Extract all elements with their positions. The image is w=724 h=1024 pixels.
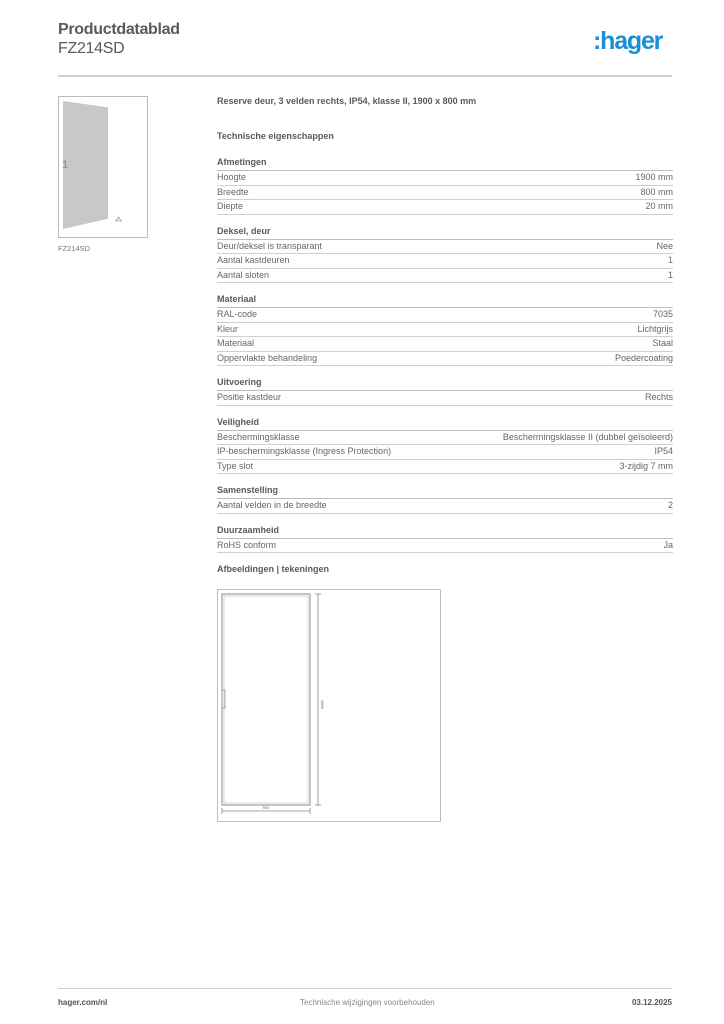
spec-section bbox=[217, 525, 673, 554]
document-title: Productdatablad bbox=[58, 21, 180, 38]
header-divider bbox=[58, 75, 672, 77]
spec-value: Staal bbox=[652, 338, 673, 348]
spec-value: Ja bbox=[663, 539, 673, 550]
spec-section bbox=[217, 377, 673, 406]
spec-label: Aantal velden in de breedte bbox=[217, 500, 327, 510]
section-title: Uitvoering bbox=[217, 377, 673, 391]
spec-label: Deur/deksel is transparant bbox=[217, 240, 323, 251]
tech-properties-heading: Technische eigenschappen bbox=[217, 131, 334, 141]
spec-value: 7035 bbox=[652, 309, 673, 319]
spec-value: Rechts bbox=[644, 392, 673, 402]
spec-value: 1 bbox=[667, 269, 673, 280]
spec-section bbox=[217, 157, 673, 215]
spec-value: Beschermingsklasse II (dubbel geïsoleerd) bbox=[502, 431, 673, 442]
section-title: Materiaal bbox=[217, 294, 673, 308]
website-link[interactable]: hager.com/nl bbox=[58, 998, 108, 1007]
thumbnail-caption: FZ214SD bbox=[58, 244, 91, 253]
spec-label: Type slot bbox=[217, 460, 254, 471]
spec-label: Positie kastdeur bbox=[217, 392, 282, 402]
spec-section bbox=[217, 294, 673, 366]
spec-row bbox=[217, 269, 673, 284]
spec-value: 1 bbox=[667, 255, 673, 265]
spec-row bbox=[217, 186, 673, 201]
spec-value: 2 bbox=[667, 500, 673, 510]
spec-label: Kleur bbox=[217, 323, 239, 334]
spec-row bbox=[217, 240, 673, 255]
hager-logo: :hager bbox=[593, 27, 663, 55]
door-image bbox=[63, 101, 108, 229]
spec-row bbox=[217, 391, 673, 406]
svg-text:1900: 1900 bbox=[320, 700, 325, 709]
spec-row bbox=[217, 445, 673, 460]
spec-label: Aantal sloten bbox=[217, 269, 270, 280]
section-title: Duurzaamheid bbox=[217, 525, 673, 539]
spec-row bbox=[217, 323, 673, 338]
key-icon: ⁂ bbox=[115, 217, 122, 224]
section-title: Deksel, deur bbox=[217, 226, 673, 240]
spec-label: Aantal kastdeuren bbox=[217, 255, 290, 265]
spec-content bbox=[217, 96, 673, 576]
spec-value: Nee bbox=[656, 240, 673, 251]
spec-label: Materiaal bbox=[217, 338, 255, 348]
document-date: 03.12.2025 bbox=[631, 998, 672, 1007]
spec-row bbox=[217, 200, 673, 215]
svg-text:750: 750 bbox=[262, 805, 269, 810]
spec-row bbox=[217, 431, 673, 446]
section-title: Samenstelling bbox=[217, 485, 673, 499]
images-heading: Afbeeldingen | tekeningen bbox=[217, 564, 330, 574]
footer-divider bbox=[58, 988, 672, 989]
spec-row bbox=[217, 499, 673, 514]
spec-value: IP54 bbox=[654, 446, 673, 456]
spec-row bbox=[217, 337, 673, 352]
product-description: Reserve deur, 3 velden rechts, IP54, klasse II, 1900 x 800 mm bbox=[217, 96, 477, 106]
spec-label: Hoogte bbox=[217, 172, 247, 182]
spec-label: Diepte bbox=[217, 201, 244, 211]
spec-sections bbox=[217, 157, 673, 553]
spec-row bbox=[217, 460, 673, 475]
spec-label: Breedte bbox=[217, 186, 249, 197]
spec-label: Beschermingsklasse bbox=[217, 431, 300, 442]
spec-row bbox=[217, 539, 673, 554]
spec-value: 20 mm bbox=[645, 201, 673, 211]
product-code: FZ214SD bbox=[58, 40, 125, 57]
thumbnail-number: 1 bbox=[62, 159, 69, 171]
spec-section bbox=[217, 485, 673, 514]
technical-drawing bbox=[217, 589, 441, 822]
spec-value: 3-zijdig 7 mm bbox=[619, 460, 673, 471]
door-drawing-svg bbox=[218, 590, 440, 821]
spec-value: 1900 mm bbox=[635, 172, 673, 182]
spec-row bbox=[217, 308, 673, 323]
spec-section bbox=[217, 226, 673, 284]
product-thumbnail bbox=[58, 96, 148, 238]
spec-value: Poedercoating bbox=[614, 352, 673, 363]
spec-value: Lichtgrijs bbox=[637, 323, 673, 334]
disclaimer: Technische wijzigingen voorbehouden bbox=[300, 998, 435, 1007]
spec-row bbox=[217, 352, 673, 367]
spec-label: Oppervlakte behandeling bbox=[217, 352, 318, 363]
spec-label: RoHS conform bbox=[217, 539, 277, 550]
spec-row bbox=[217, 254, 673, 269]
spec-value: 800 mm bbox=[640, 186, 673, 197]
spec-label: RAL-code bbox=[217, 309, 258, 319]
spec-section bbox=[217, 417, 673, 475]
spec-label: IP-beschermingsklasse (Ingress Protection) bbox=[217, 446, 392, 456]
spec-row bbox=[217, 171, 673, 186]
section-title: Afmetingen bbox=[217, 157, 673, 171]
section-title: Veiligheid bbox=[217, 417, 673, 431]
